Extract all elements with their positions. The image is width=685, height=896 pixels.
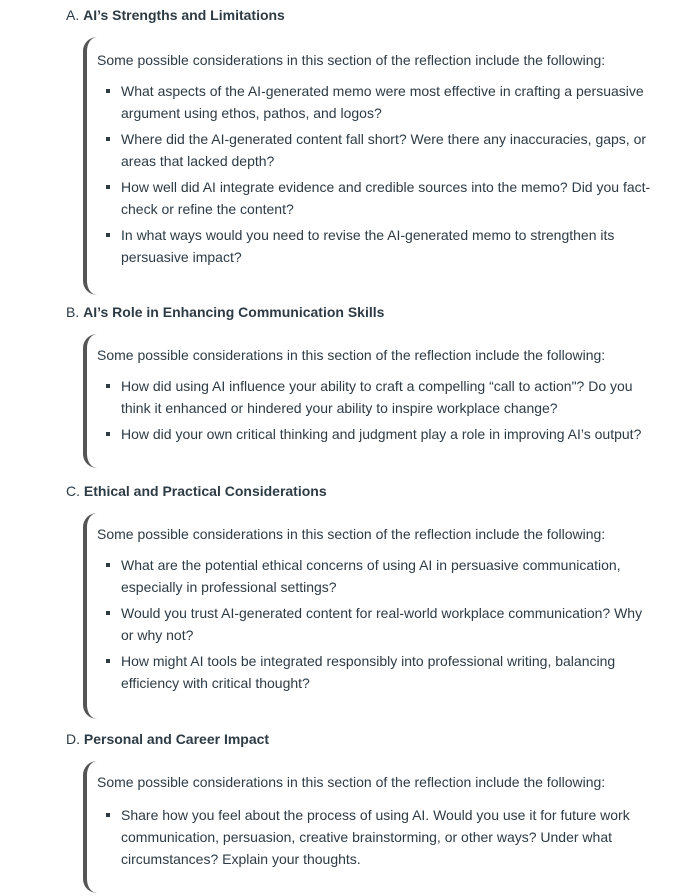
section-title: AI’s Strengths and Limitations xyxy=(83,7,285,23)
bullet-square-icon xyxy=(106,137,110,141)
bullet-square-icon xyxy=(106,233,110,237)
list-item-text: Where did the AI-generated content fall short? Were there any inaccuracies, gaps, or areas that lacked depth? xyxy=(121,131,647,169)
bullet-square-icon xyxy=(106,563,110,567)
considerations-list xyxy=(97,804,657,874)
callout-intro: Some possible considerations in this section of the reflection include the following: xyxy=(97,774,606,790)
section-title: Ethical and Practical Considerations xyxy=(83,483,327,499)
section-letter: C. xyxy=(66,483,80,499)
list-item-text: What aspects of the AI-generated memo were most effective in crafting a persuasive argument using ethos, pathos, and logos? xyxy=(121,83,644,121)
list-item-text: How might AI tools be integrated responsibly into professional writing, balancing efficiency with critical thought? xyxy=(121,653,616,691)
list-item xyxy=(97,554,657,598)
considerations-list xyxy=(97,80,657,272)
bullet-square-icon xyxy=(106,813,110,817)
section-heading xyxy=(66,5,678,25)
section-title: AI’s Role in Enhancing Communication Skills xyxy=(83,304,385,320)
list-item xyxy=(97,176,657,220)
list-item-text: How did your own critical thinking and judgment play a role in improving AI’s output? xyxy=(121,426,642,442)
list-item xyxy=(97,128,657,172)
list-item xyxy=(97,602,657,646)
section-heading xyxy=(66,481,678,501)
section-heading xyxy=(66,729,678,749)
section-c xyxy=(66,481,678,691)
bullet-square-icon xyxy=(106,611,110,615)
list-item-text: Would you trust AI-generated content for real-world workplace communication? Why or why not? xyxy=(121,605,643,643)
callout-intro: Some possible considerations in this section of the reflection include the following: xyxy=(97,526,606,542)
list-item xyxy=(97,375,657,419)
considerations-callout xyxy=(83,761,673,893)
list-item xyxy=(97,650,657,694)
section-letter: D. xyxy=(66,731,80,747)
section-d xyxy=(66,729,678,867)
list-item-text: In what ways would you need to revise the AI-generated memo to strengthen its persuasive impact? xyxy=(121,227,615,265)
section-b xyxy=(66,302,678,442)
bullet-square-icon xyxy=(106,185,110,189)
callout-intro: Some possible considerations in this section of the reflection include the following: xyxy=(97,347,606,363)
considerations-list xyxy=(97,375,657,449)
list-item xyxy=(97,423,657,445)
considerations-list xyxy=(97,554,657,698)
section-letter: B. xyxy=(66,304,80,320)
list-item xyxy=(97,804,657,870)
bullet-square-icon xyxy=(106,432,110,436)
list-item-text: Share how you feel about the process of using AI. Would you use it for future work communication, persuasion, creative brainstorming, or other ways? Under what circumstances? Explain your thoughts. xyxy=(121,807,630,867)
list-item xyxy=(97,80,657,124)
section-letter: A. xyxy=(66,7,80,23)
callout-intro: Some possible considerations in this section of the reflection include the following: xyxy=(97,52,606,68)
section-a xyxy=(66,5,678,265)
considerations-callout xyxy=(83,37,673,295)
list-item-text: How did using AI influence your ability to craft a compelling “call to action"? Do you think it enhanced or hindered your ability to inspire workplace change? xyxy=(121,378,633,416)
list-item xyxy=(97,224,657,268)
section-title: Personal and Career Impact xyxy=(83,731,270,747)
bullet-square-icon xyxy=(106,384,110,388)
considerations-callout xyxy=(83,334,673,468)
considerations-callout xyxy=(83,513,673,719)
bullet-square-icon xyxy=(106,659,110,663)
list-item-text: What are the potential ethical concerns of using AI in persuasive communication, especially in professional settings? xyxy=(121,557,621,595)
bullet-square-icon xyxy=(106,89,110,93)
list-item-text: How well did AI integrate evidence and credible sources into the memo? Did you fact-check or refine the content? xyxy=(121,179,651,217)
section-heading xyxy=(66,302,678,322)
